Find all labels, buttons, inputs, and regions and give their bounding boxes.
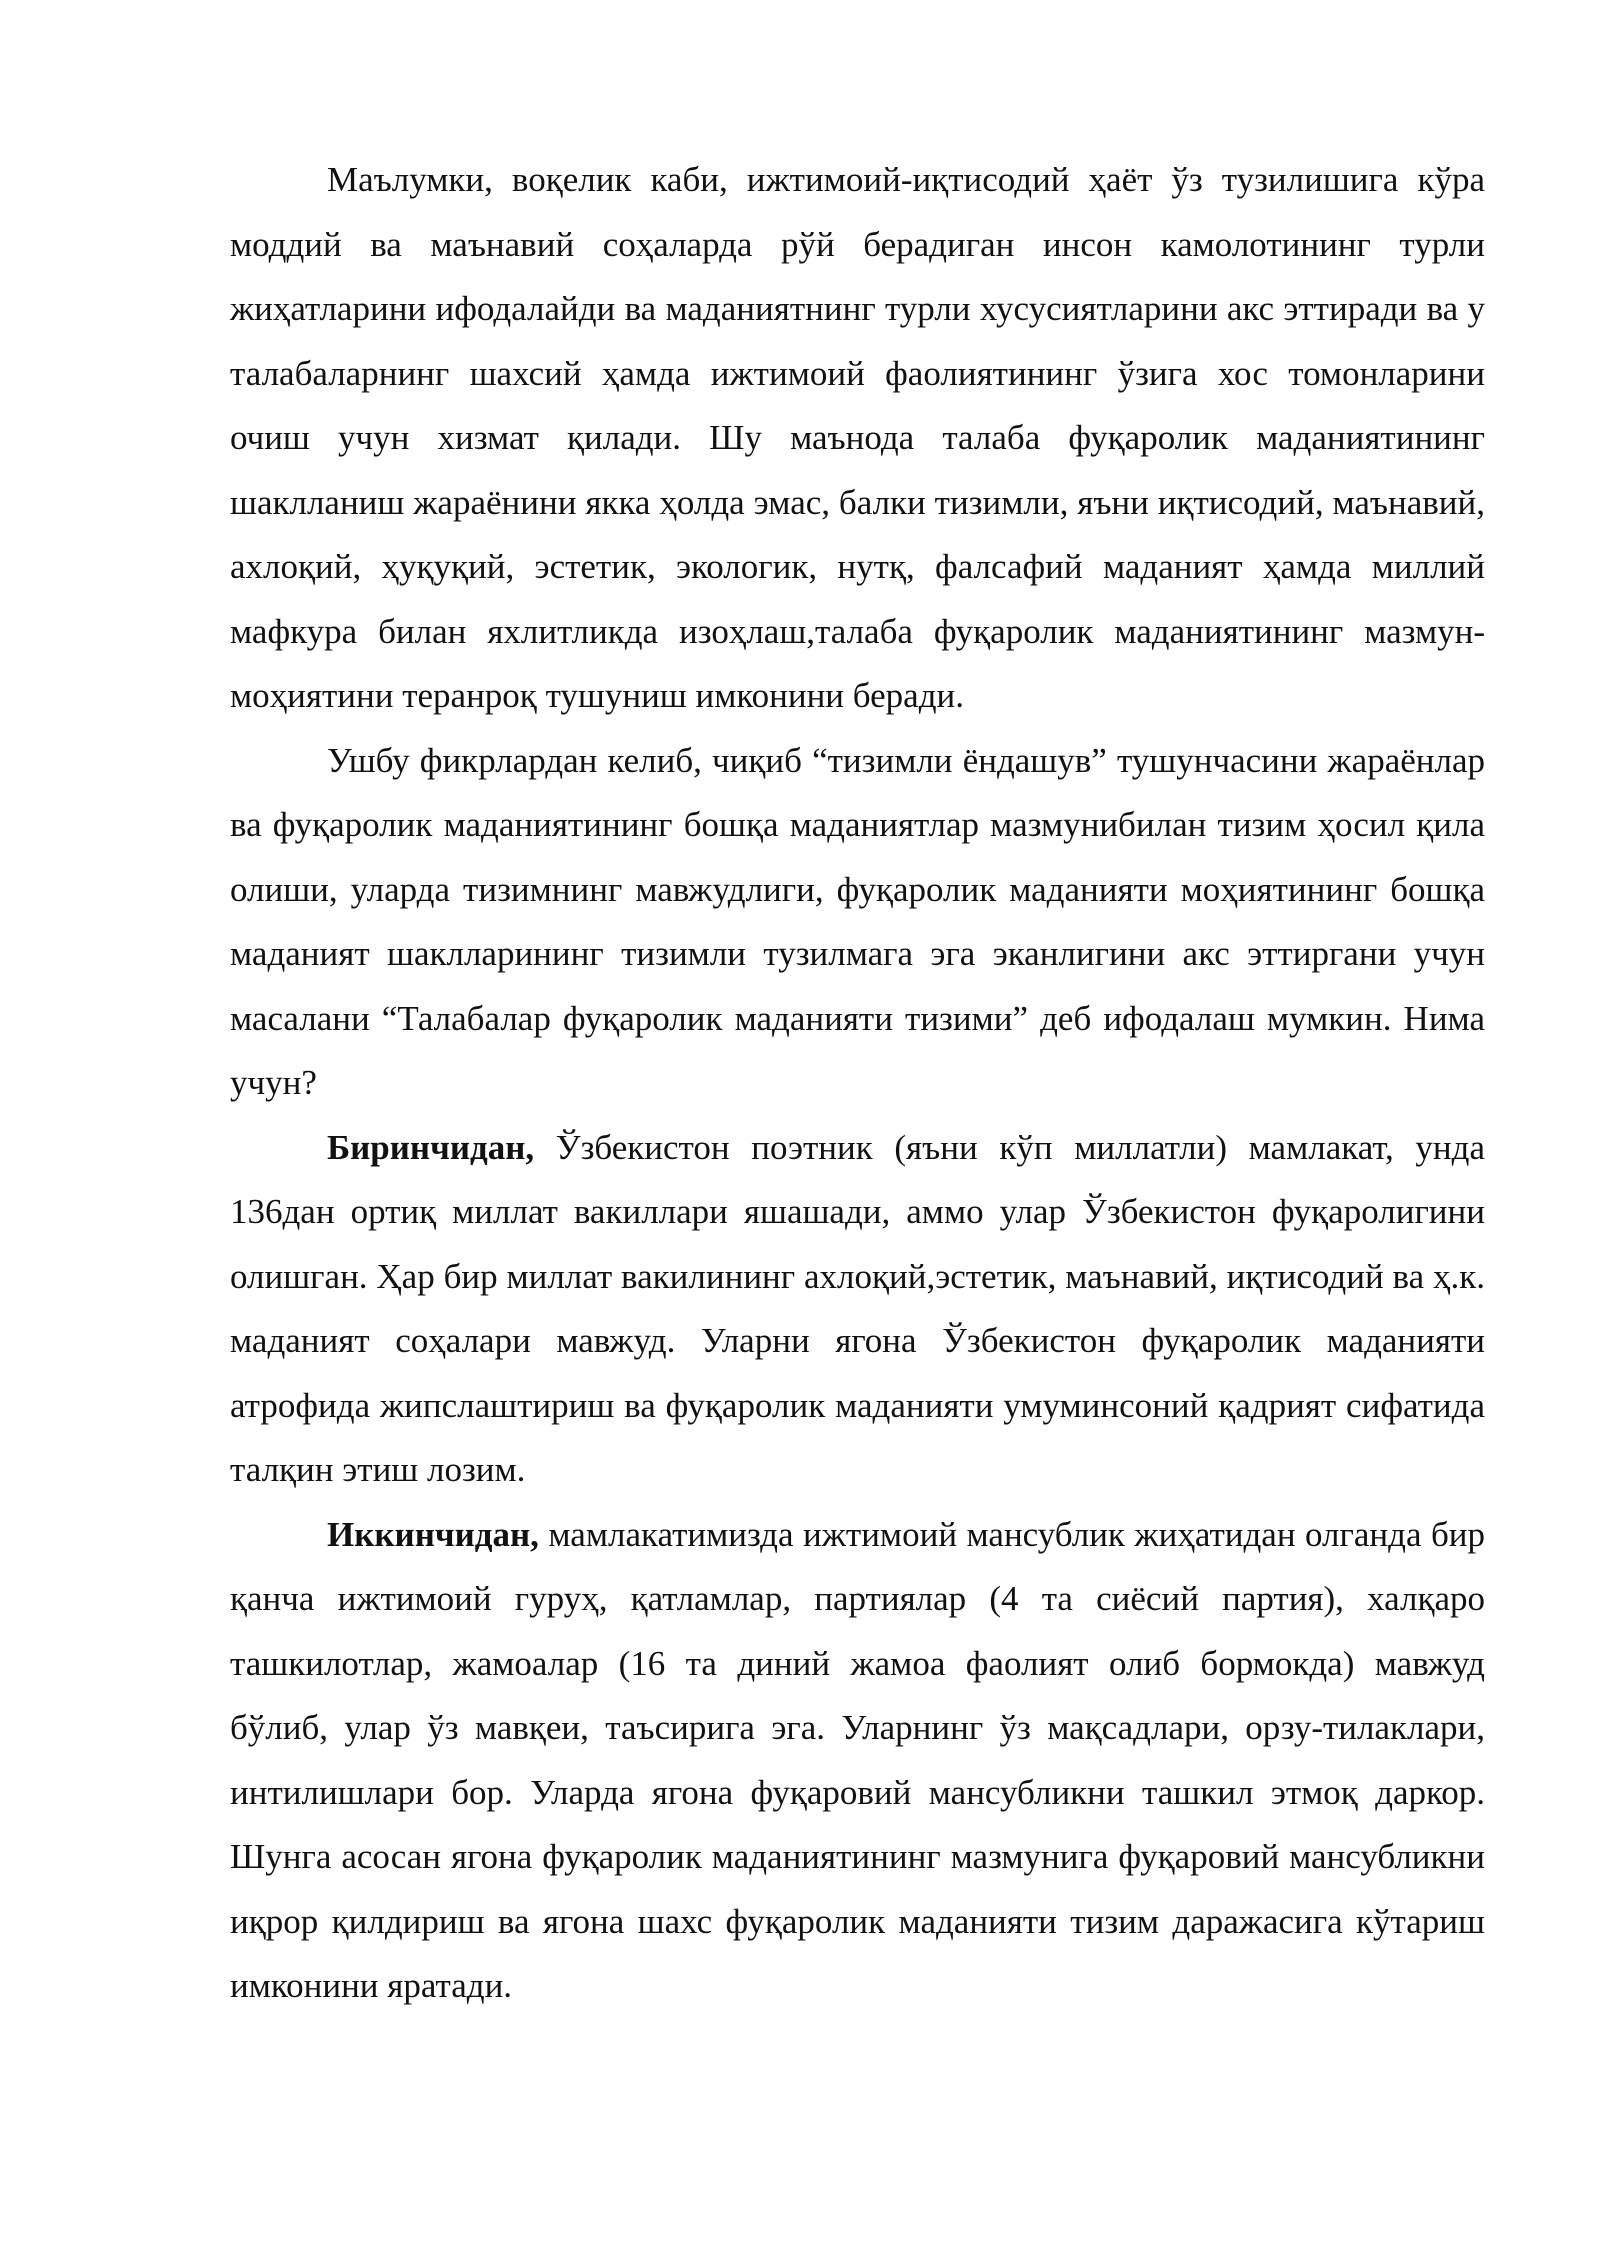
paragraph-3-lead: Биринчидан,	[327, 1127, 535, 1167]
document-page	[230, 148, 1485, 2019]
paragraph-1-text: Маълумки, воқелик каби, ижтимоий-иқтисодий ҳаёт ўз тузилишига кўра моддий ва маънавий соҳаларда рўй берадиган инсон камолотининг турли жиҳатларини ифодалайди ва маданиятнинг турли хусусиятларини акс эттиради ва у талабаларнинг шахсий ҳамда ижтимоий фаолиятининг ўзига хос томонларини очиш учун хизмат қилади. Шу маънода талаба фуқаролик маданиятининг шаклланиш жараёнини якка ҳолда эмас, балки тизимли, яъни иқтисодий, маънавий, ахлоқий, ҳуқуқий, эстетик, экологик, нутқ, фалсафий маданият ҳамда миллий мафкура билан яхлитликда изоҳлаш,талаба фуқаролик маданиятининг мазмун-моҳиятини теранроқ тушуниш имконини беради.	[230, 160, 1485, 715]
paragraph-3-text: Ўзбекистон поэтник (яъни кўп миллатли) мамлакат, унда 136дан ортиқ миллат вакиллари яшашади, аммо улар Ўзбекистон фуқаролигини олишган. Ҳар бир миллат вакилининг ахлоқий,эстетик, маънавий, иқтисодий ва ҳ.к. маданият соҳалари мавжуд. Уларни ягона Ўзбекистон фуқаролик маданияти атрофида жипслаштириш ва фуқаролик маданияти умуминсоний қадрият сифатида талқин этиш лозим.	[230, 1127, 1485, 1489]
paragraph-4-lead: Иккинчидан,	[327, 1514, 539, 1554]
paragraph-4	[230, 1503, 1485, 2019]
paragraph-2-text: Ушбу фикрлардан келиб, чиқиб “тизимли ёндашув” тушунчасини жараёнлар ва фуқаролик маданиятининг бошқа маданиятлар мазмунибилан тизим ҳосил қила олиши, уларда тизимнинг мавжудлиги, фуқаролик маданияти моҳиятининг бошқа маданият шаклларининг тизимли тузилмага эга эканлигини акс эттиргани учун масалани “Талабалар фуқаролик маданияти тизими” деб ифодалаш мумкин. Нима учун?	[230, 740, 1485, 1102]
paragraph-1	[230, 148, 1485, 729]
paragraph-3	[230, 1116, 1485, 1503]
paragraph-2	[230, 729, 1485, 1116]
paragraph-4-text: мамлакатимизда ижтимоий мансублик жиҳатидан олганда бир қанча ижтимоий гуруҳ, қатламлар, партиялар (4 та сиёсий партия), халқаро ташкилотлар, жамоалар (16 та диний жамоа фаолият олиб бормокда) мавжуд бўлиб, улар ўз мавқеи, таъсирига эга. Уларнинг ўз мақсадлари, орзу-тилаклари, интилишлари бор. Уларда ягона фуқаровий мансубликни ташкил этмоқ даркор. Шунга асосан ягона фуқаролик маданиятининг мазмунига фуқаровий мансубликни иқрор қилдириш ва ягона шахс фуқаролик маданияти тизим даражасига кўтариш имконини яратади.	[230, 1514, 1485, 2005]
